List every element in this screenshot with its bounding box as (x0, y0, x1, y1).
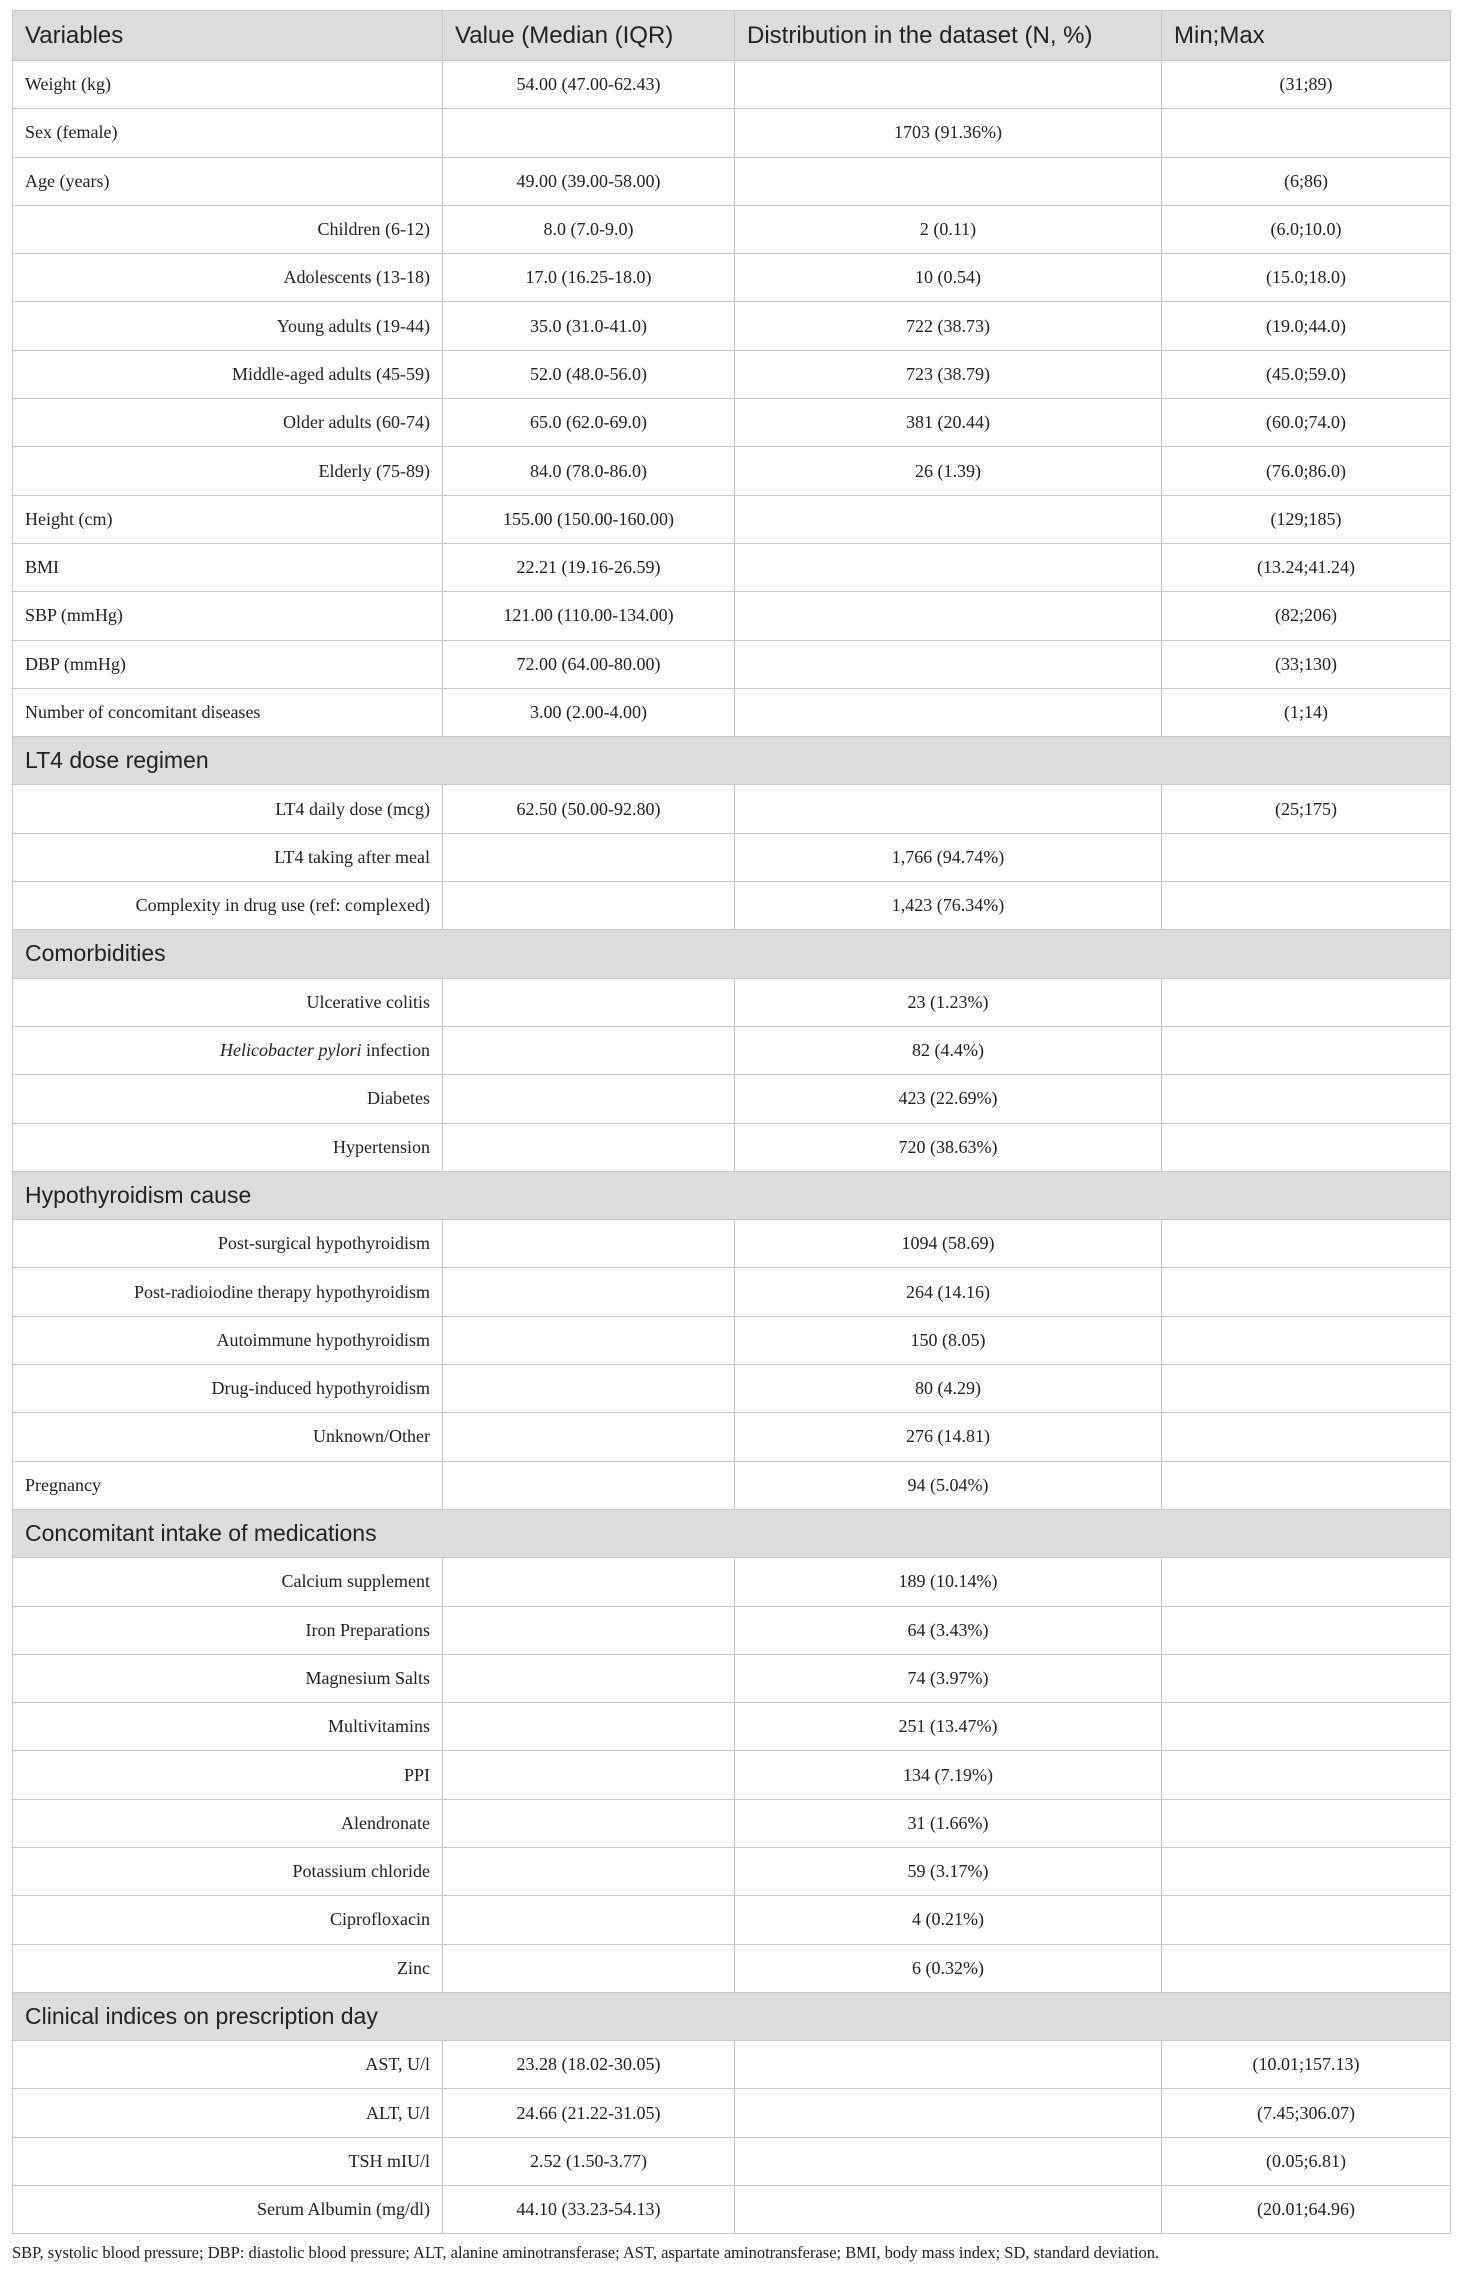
min-max-cell (1162, 1413, 1451, 1461)
min-max-cell (1162, 833, 1451, 881)
variable-cell: Iron Preparations (13, 1606, 443, 1654)
distribution-cell: 423 (22.69%) (735, 1075, 1162, 1123)
min-max-cell: (15.0;18.0) (1162, 254, 1451, 302)
table-row (13, 61, 1451, 109)
variable-cell: Age (years) (13, 157, 443, 205)
distribution-cell (735, 61, 1162, 109)
median-iqr-cell (443, 1703, 735, 1751)
distribution-cell (735, 592, 1162, 640)
distribution-cell (735, 785, 1162, 833)
table-row (13, 1413, 1451, 1461)
header-row (13, 11, 1451, 61)
variable-cell: Middle-aged adults (45-59) (13, 350, 443, 398)
median-iqr-cell (443, 1026, 735, 1074)
table-row (13, 2186, 1451, 2234)
distribution-cell: 1,423 (76.34%) (735, 882, 1162, 930)
distribution-cell (735, 157, 1162, 205)
table-footnote: SBP, systolic blood pressure; DBP: diastolic blood pressure; ALT, alanine aminotransferase; AST, aspartate aminotransferase; BMI, body mass index; SD, standard deviation. (12, 2243, 1160, 2263)
median-iqr-cell (443, 1751, 735, 1799)
min-max-cell (1162, 1558, 1451, 1606)
min-max-cell: (129;185) (1162, 495, 1451, 543)
min-max-cell (1162, 1268, 1451, 1316)
variable-cell: TSH mIU/l (13, 2137, 443, 2185)
variable-cell: Hypertension (13, 1123, 443, 1171)
distribution-cell: 74 (3.97%) (735, 1654, 1162, 1702)
variable-cell: Alendronate (13, 1799, 443, 1847)
characteristics-table (12, 10, 1451, 2234)
variable-cell: Post-surgical hypothyroidism (13, 1220, 443, 1268)
distribution-cell: 31 (1.66%) (735, 1799, 1162, 1847)
median-iqr-cell (443, 978, 735, 1026)
median-iqr-cell: 62.50 (50.00-92.80) (443, 785, 735, 833)
variable-cell: BMI (13, 543, 443, 591)
median-iqr-cell: 24.66 (21.22-31.05) (443, 2089, 735, 2137)
median-iqr-cell (443, 1799, 735, 1847)
variable-cell: ALT, U/l (13, 2089, 443, 2137)
table-row (13, 1558, 1451, 1606)
section-title: Concomitant intake of medications (13, 1509, 1451, 1557)
median-iqr-cell (443, 1316, 735, 1364)
distribution-cell: 94 (5.04%) (735, 1461, 1162, 1509)
distribution-cell (735, 2137, 1162, 2185)
table-row (13, 592, 1451, 640)
section-header-row (13, 737, 1451, 785)
min-max-cell (1162, 1461, 1451, 1509)
distribution-cell: 189 (10.14%) (735, 1558, 1162, 1606)
variable-cell: Weight (kg) (13, 61, 443, 109)
variable-italic-text: Helicobacter pylori (220, 1040, 362, 1061)
table-row (13, 157, 1451, 205)
variable-cell: SBP (mmHg) (13, 592, 443, 640)
distribution-cell: 276 (14.81) (735, 1413, 1162, 1461)
min-max-cell (1162, 1703, 1451, 1751)
variable-cell: Unknown/Other (13, 1413, 443, 1461)
min-max-cell (1162, 1896, 1451, 1944)
variable-cell: Ciprofloxacin (13, 1896, 443, 1944)
variable-cell: Autoimmune hypothyroidism (13, 1316, 443, 1364)
table-row (13, 1703, 1451, 1751)
median-iqr-cell (443, 882, 735, 930)
distribution-cell (735, 2041, 1162, 2089)
section-title: Clinical indices on prescription day (13, 1992, 1451, 2040)
section-header-row (13, 1171, 1451, 1219)
variable-cell: LT4 taking after meal (13, 833, 443, 881)
median-iqr-cell (443, 1606, 735, 1654)
min-max-cell (1162, 1220, 1451, 1268)
min-max-cell (1162, 1654, 1451, 1702)
variable-cell: Post-radioiodine therapy hypothyroidism (13, 1268, 443, 1316)
min-max-cell: (76.0;86.0) (1162, 447, 1451, 495)
section-header-row (13, 1992, 1451, 2040)
median-iqr-cell: 84.0 (78.0-86.0) (443, 447, 735, 495)
table-row (13, 109, 1451, 157)
min-max-cell: (7.45;306.07) (1162, 2089, 1451, 2137)
median-iqr-cell: 72.00 (64.00-80.00) (443, 640, 735, 688)
distribution-cell: 6 (0.32%) (735, 1944, 1162, 1992)
median-iqr-cell: 2.52 (1.50-3.77) (443, 2137, 735, 2185)
median-iqr-cell: 3.00 (2.00-4.00) (443, 688, 735, 736)
header-value-median-iqr: Value (Median (IQR) (443, 11, 735, 61)
min-max-cell: (25;175) (1162, 785, 1451, 833)
min-max-cell (1162, 1944, 1451, 1992)
table-row (13, 1026, 1451, 1074)
table-row (13, 2089, 1451, 2137)
variable-cell: Multivitamins (13, 1703, 443, 1751)
table-row (13, 1461, 1451, 1509)
variable-cell: Calcium supplement (13, 1558, 443, 1606)
median-iqr-cell: 49.00 (39.00-58.00) (443, 157, 735, 205)
variable-cell: DBP (mmHg) (13, 640, 443, 688)
variable-cell: Drug-induced hypothyroidism (13, 1365, 443, 1413)
table-row (13, 2041, 1451, 2089)
median-iqr-cell: 65.0 (62.0-69.0) (443, 399, 735, 447)
min-max-cell (1162, 1365, 1451, 1413)
distribution-cell (735, 543, 1162, 591)
table-row (13, 205, 1451, 253)
min-max-cell: (0.05;6.81) (1162, 2137, 1451, 2185)
min-max-cell (1162, 978, 1451, 1026)
min-max-cell: (82;206) (1162, 592, 1451, 640)
table-container (12, 10, 1450, 2263)
min-max-cell: (13.24;41.24) (1162, 543, 1451, 591)
variable-cell: Ulcerative colitis (13, 978, 443, 1026)
table-row (13, 495, 1451, 543)
min-max-cell: (45.0;59.0) (1162, 350, 1451, 398)
distribution-cell: 82 (4.4%) (735, 1026, 1162, 1074)
table-row (13, 1075, 1451, 1123)
distribution-cell (735, 495, 1162, 543)
distribution-cell: 150 (8.05) (735, 1316, 1162, 1364)
median-iqr-cell: 23.28 (18.02-30.05) (443, 2041, 735, 2089)
table-row (13, 2137, 1451, 2185)
table-row (13, 1220, 1451, 1268)
median-iqr-cell (443, 1365, 735, 1413)
median-iqr-cell (443, 1268, 735, 1316)
variable-cell: Adolescents (13-18) (13, 254, 443, 302)
variable-cell: LT4 daily dose (mcg) (13, 785, 443, 833)
median-iqr-cell: 17.0 (16.25-18.0) (443, 254, 735, 302)
table-row (13, 1316, 1451, 1364)
section-header-row (13, 930, 1451, 978)
table-row (13, 1751, 1451, 1799)
distribution-cell: 59 (3.17%) (735, 1847, 1162, 1895)
distribution-cell: 1094 (58.69) (735, 1220, 1162, 1268)
min-max-cell (1162, 1799, 1451, 1847)
min-max-cell (1162, 1751, 1451, 1799)
min-max-cell: (19.0;44.0) (1162, 302, 1451, 350)
distribution-cell: 2 (0.11) (735, 205, 1162, 253)
variable-cell: Diabetes (13, 1075, 443, 1123)
median-iqr-cell (443, 1654, 735, 1702)
variable-cell: Children (6-12) (13, 205, 443, 253)
variable-cell: AST, U/l (13, 2041, 443, 2089)
section-title: Hypothyroidism cause (13, 1171, 1451, 1219)
min-max-cell (1162, 1026, 1451, 1074)
distribution-cell: 10 (0.54) (735, 254, 1162, 302)
table-row (13, 1365, 1451, 1413)
table-row (13, 1896, 1451, 1944)
median-iqr-cell (443, 1558, 735, 1606)
table-row (13, 399, 1451, 447)
table-row (13, 350, 1451, 398)
distribution-cell (735, 2089, 1162, 2137)
variable-text: infection (361, 1040, 430, 1061)
table-row (13, 302, 1451, 350)
median-iqr-cell (443, 1944, 735, 1992)
table-row (13, 1847, 1451, 1895)
min-max-cell (1162, 1075, 1451, 1123)
median-iqr-cell: 44.10 (33.23-54.13) (443, 2186, 735, 2234)
table-row (13, 978, 1451, 1026)
min-max-cell (1162, 1316, 1451, 1364)
min-max-cell: (31;89) (1162, 61, 1451, 109)
min-max-cell: (6;86) (1162, 157, 1451, 205)
min-max-cell: (10.01;157.13) (1162, 2041, 1451, 2089)
table-row (13, 254, 1451, 302)
table-row (13, 1268, 1451, 1316)
distribution-cell: 722 (38.73) (735, 302, 1162, 350)
variable-cell: Magnesium Salts (13, 1654, 443, 1702)
section-header-row (13, 1509, 1451, 1557)
min-max-cell (1162, 1123, 1451, 1171)
distribution-cell: 26 (1.39) (735, 447, 1162, 495)
table-row (13, 688, 1451, 736)
table-row (13, 1944, 1451, 1992)
min-max-cell (1162, 882, 1451, 930)
distribution-cell: 80 (4.29) (735, 1365, 1162, 1413)
table-row (13, 833, 1451, 881)
table-body (13, 61, 1451, 2234)
variable-cell (13, 1026, 443, 1074)
distribution-cell: 4 (0.21%) (735, 1896, 1162, 1944)
median-iqr-cell: 35.0 (31.0-41.0) (443, 302, 735, 350)
median-iqr-cell (443, 1123, 735, 1171)
variable-cell: Number of concomitant diseases (13, 688, 443, 736)
variable-cell: Sex (female) (13, 109, 443, 157)
min-max-cell: (20.01;64.96) (1162, 2186, 1451, 2234)
min-max-cell (1162, 1847, 1451, 1895)
distribution-cell: 251 (13.47%) (735, 1703, 1162, 1751)
distribution-cell: 723 (38.79) (735, 350, 1162, 398)
distribution-cell: 1703 (91.36%) (735, 109, 1162, 157)
min-max-cell: (1;14) (1162, 688, 1451, 736)
header-min-max: Min;Max (1162, 11, 1451, 61)
variable-cell: Potassium chloride (13, 1847, 443, 1895)
variable-cell: Zinc (13, 1944, 443, 1992)
min-max-cell: (6.0;10.0) (1162, 205, 1451, 253)
median-iqr-cell (443, 1896, 735, 1944)
distribution-cell: 264 (14.16) (735, 1268, 1162, 1316)
variable-cell: Pregnancy (13, 1461, 443, 1509)
section-title: LT4 dose regimen (13, 737, 1451, 785)
min-max-cell (1162, 1606, 1451, 1654)
median-iqr-cell (443, 1847, 735, 1895)
median-iqr-cell: 52.0 (48.0-56.0) (443, 350, 735, 398)
table-row (13, 1799, 1451, 1847)
median-iqr-cell: 121.00 (110.00-134.00) (443, 592, 735, 640)
distribution-cell: 23 (1.23%) (735, 978, 1162, 1026)
variable-cell: Serum Albumin (mg/dl) (13, 2186, 443, 2234)
median-iqr-cell (443, 1413, 735, 1461)
median-iqr-cell (443, 109, 735, 157)
min-max-cell: (60.0;74.0) (1162, 399, 1451, 447)
median-iqr-cell (443, 1075, 735, 1123)
table-row (13, 447, 1451, 495)
variable-cell: Height (cm) (13, 495, 443, 543)
distribution-cell: 1,766 (94.74%) (735, 833, 1162, 881)
distribution-cell (735, 640, 1162, 688)
table-row (13, 543, 1451, 591)
variable-cell: PPI (13, 1751, 443, 1799)
table-header (13, 11, 1451, 61)
median-iqr-cell (443, 833, 735, 881)
distribution-cell: 134 (7.19%) (735, 1751, 1162, 1799)
header-distribution: Distribution in the dataset (N, %) (735, 11, 1162, 61)
distribution-cell (735, 2186, 1162, 2234)
median-iqr-cell (443, 1220, 735, 1268)
table-row (13, 1606, 1451, 1654)
min-max-cell (1162, 109, 1451, 157)
section-title: Comorbidities (13, 930, 1451, 978)
variable-cell: Complexity in drug use (ref: complexed) (13, 882, 443, 930)
median-iqr-cell (443, 1461, 735, 1509)
table-row (13, 882, 1451, 930)
median-iqr-cell: 54.00 (47.00-62.43) (443, 61, 735, 109)
distribution-cell: 720 (38.63%) (735, 1123, 1162, 1171)
table-row (13, 785, 1451, 833)
table-row (13, 640, 1451, 688)
variable-cell: Young adults (19-44) (13, 302, 443, 350)
min-max-cell: (33;130) (1162, 640, 1451, 688)
header-variables: Variables (13, 11, 443, 61)
table-row (13, 1654, 1451, 1702)
distribution-cell: 64 (3.43%) (735, 1606, 1162, 1654)
variable-cell: Elderly (75-89) (13, 447, 443, 495)
median-iqr-cell: 155.00 (150.00-160.00) (443, 495, 735, 543)
distribution-cell: 381 (20.44) (735, 399, 1162, 447)
variable-cell: Older adults (60-74) (13, 399, 443, 447)
median-iqr-cell: 22.21 (19.16-26.59) (443, 543, 735, 591)
median-iqr-cell: 8.0 (7.0-9.0) (443, 205, 735, 253)
distribution-cell (735, 688, 1162, 736)
table-row (13, 1123, 1451, 1171)
